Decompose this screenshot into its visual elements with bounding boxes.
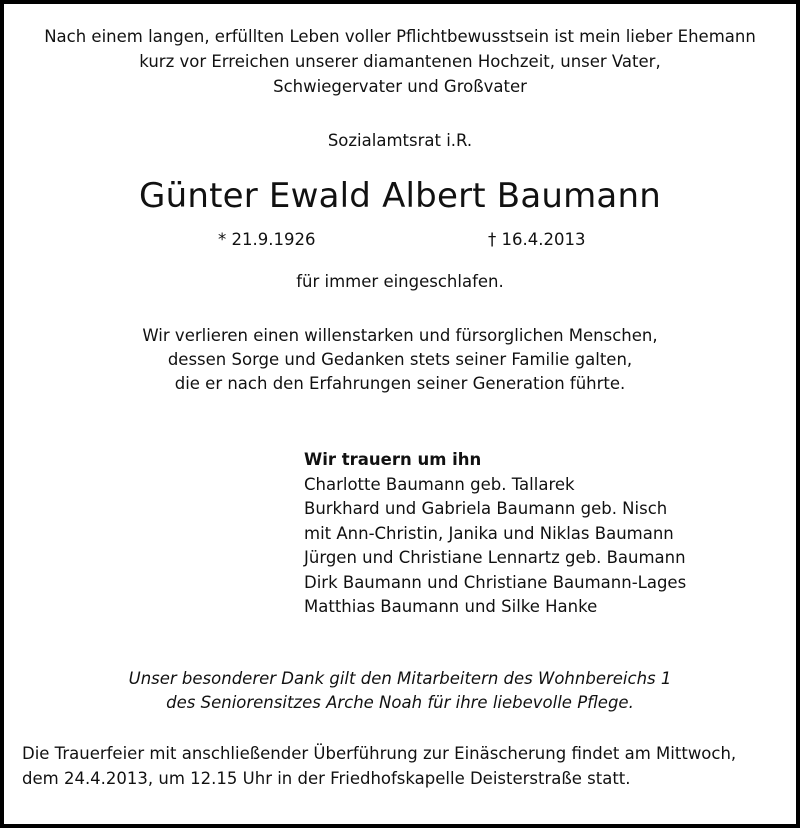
thanks-line: des Seniorensitzes Arche Noah für ihre liebevolle Pflege. bbox=[166, 693, 634, 712]
professional-title: Sozialamtsrat i.R. bbox=[327, 131, 473, 150]
deceased-name: Günter Ewald Albert Baumann bbox=[139, 176, 661, 216]
mourner-entry: Matthias Baumann und Silke Hanke bbox=[304, 597, 598, 616]
mourner-entry: Dirk Baumann und Christiane Baumann-Lages bbox=[304, 572, 687, 592]
mourner-entry: Burkhard und Gabriela Baumann geb. Nisch bbox=[304, 499, 668, 518]
mourner-entry: Jürgen und Christiane Lennartz geb. Baumann bbox=[304, 548, 686, 567]
intro-line: Schwiegervater und Großvater bbox=[273, 77, 527, 96]
tribute-paragraph bbox=[4, 324, 796, 396]
mourner-entry: mit Ann-Christin, Janika und Niklas Baumann bbox=[304, 523, 674, 543]
intro-line: kurz vor Erreichen unserer diamantenen Hochzeit, unser Vater, bbox=[139, 52, 661, 71]
intro-paragraph bbox=[4, 24, 796, 99]
mourners-list bbox=[304, 448, 686, 620]
intro-line: Nach einem langen, erfüllten Leben voller Pflichtbewusstsein ist mein lieber Ehemann bbox=[44, 27, 756, 46]
mourner-entry: Charlotte Baumann geb. Tallarek bbox=[304, 474, 575, 494]
death-date: † 16.4.2013 bbox=[488, 230, 586, 249]
thanks-paragraph bbox=[4, 667, 796, 715]
thanks-line: Unser besonderer Dank gilt den Mitarbeitern des Wohnbereichs 1 bbox=[128, 669, 672, 688]
passed-away-line: für immer eingeschlafen. bbox=[296, 272, 504, 291]
tribute-line: dessen Sorge und Gedanken stets seiner Familie galten, bbox=[167, 350, 633, 369]
birth-date: * 21.9.1926 bbox=[218, 230, 316, 249]
tribute-line: Wir verlieren einen willenstarken und fürsorglichen Menschen, bbox=[142, 326, 658, 345]
funeral-line: dem 24.4.2013, um 12.15 Uhr in der Friedhofskapelle Deisterstraße statt. bbox=[22, 768, 631, 788]
funeral-details bbox=[22, 742, 736, 791]
tribute-line: die er nach den Erfahrungen seiner Generation führte. bbox=[174, 374, 626, 393]
funeral-line: Die Trauerfeier mit anschließender Überführung zur Einäscherung findet am Mittwoch, bbox=[22, 744, 737, 763]
mourners-heading: Wir trauern um ihn bbox=[304, 450, 482, 469]
